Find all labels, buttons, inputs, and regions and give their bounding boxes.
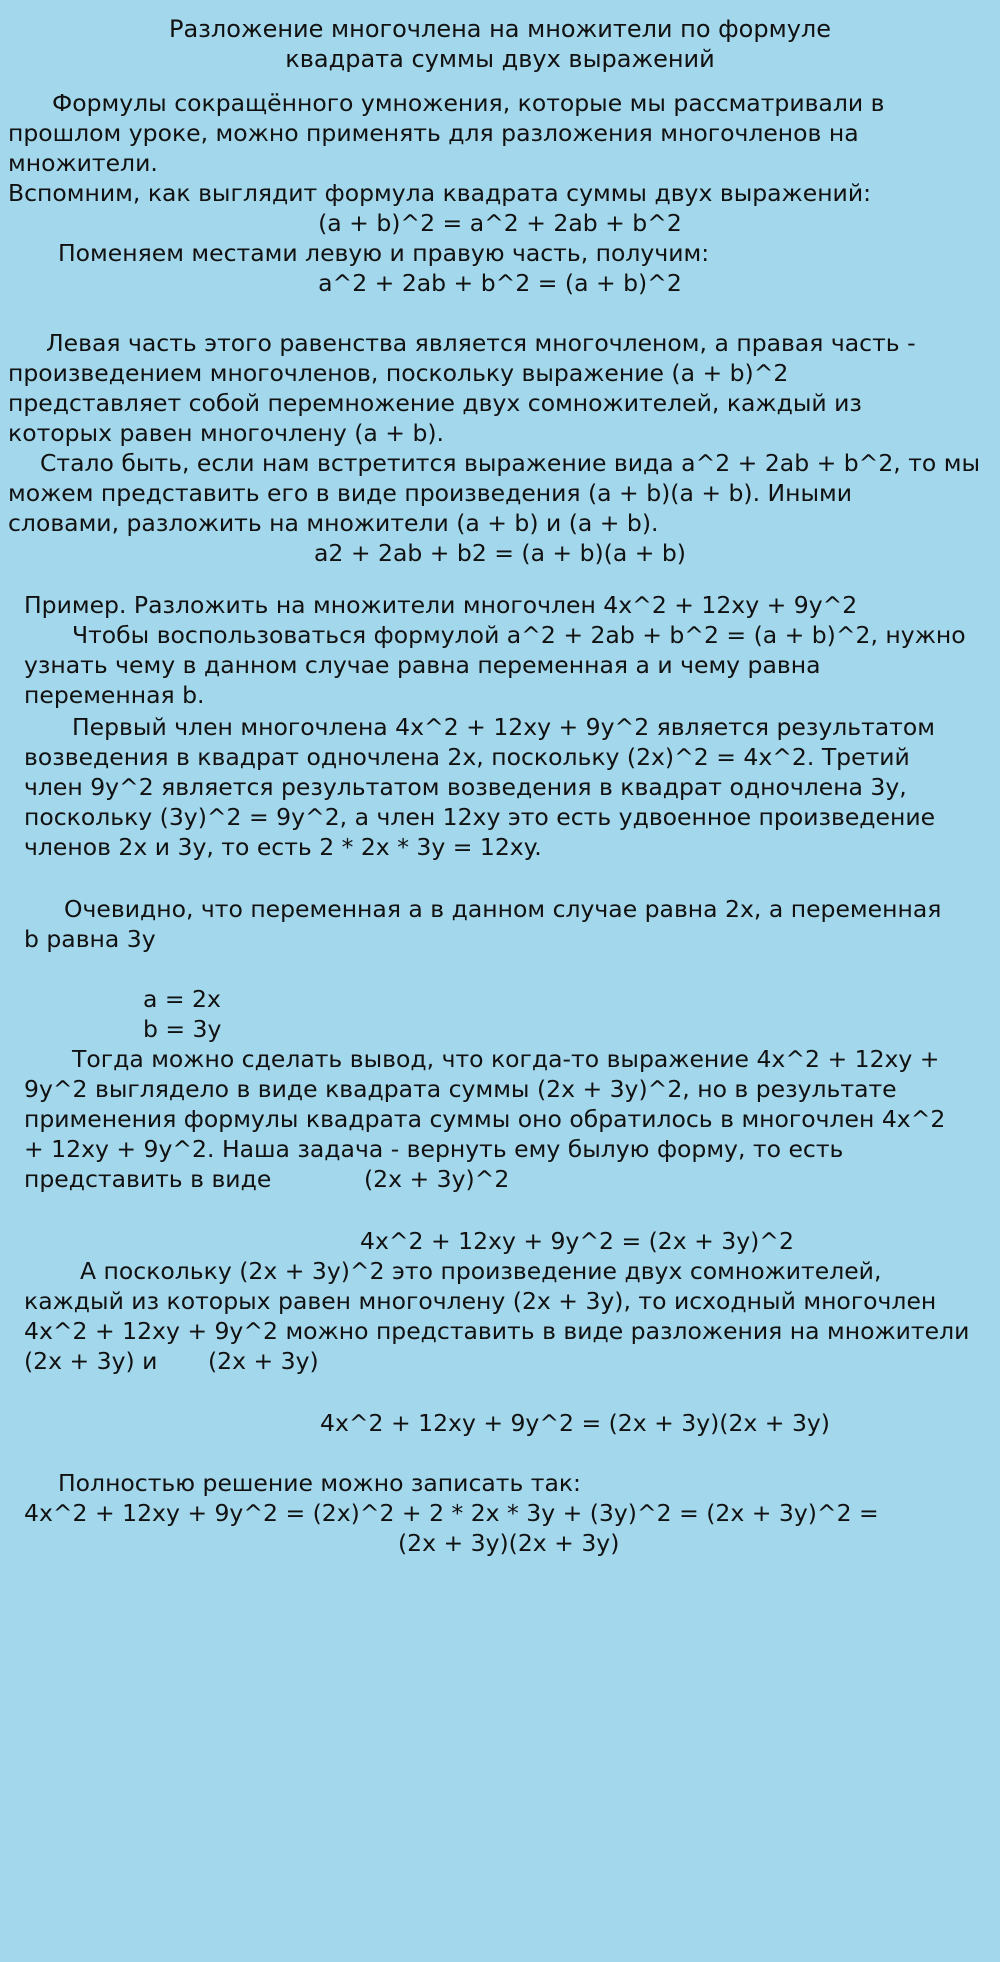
formula: 4x^2 + 12xy + 9y^2 = (2x + 3y)^2 — [360, 1227, 794, 1255]
paragraph-line: 4x^2 + 12xy + 9y^2 можно представить в виде разложения на множители — [24, 1317, 970, 1345]
paragraph-line: Стало быть, если нам встретится выражение вида a^2 + 2ab + b^2, то мы — [40, 449, 981, 477]
formula: (2x + 3y)(2x + 3y) — [398, 1529, 620, 1557]
paragraph-line: Вспомним, как выглядит формула квадрата суммы двух выражений: — [8, 179, 872, 207]
paragraph-line: b равна 3y — [24, 925, 156, 953]
paragraph-line: А поскольку (2x + 3y)^2 это произведение двух сомножителей, — [80, 1257, 882, 1285]
paragraph-line: представляет собой перемножение двух сомножителей, каждый из — [8, 389, 862, 417]
paragraph-line: (2x + 3y) и — [24, 1347, 158, 1375]
inline-formula: (2x + 3y)^2 — [364, 1165, 510, 1193]
page-title-line-1: Разложение многочлена на множители по формуле — [168, 15, 831, 43]
paragraph-line: Формулы сокращённого умножения, которые мы рассматривали в — [52, 89, 885, 117]
formula: 4x^2 + 12xy + 9y^2 = (2x + 3y)(2x + 3y) — [320, 1409, 830, 1437]
paragraph-line: членов 2x и 3y, то есть 2 * 2x * 3y = 12xy. — [24, 833, 542, 861]
variable-a: a = 2x — [143, 985, 221, 1013]
formula: a2 + 2ab + b2 = (a + b)(a + b) — [314, 539, 686, 567]
paragraph-line: поскольку (3y)^2 = 9y^2, а член 12xy это есть удвоенное произведение — [24, 803, 936, 831]
page-title-line-2: квадрата суммы двух выражений — [285, 45, 715, 73]
formula: 4x^2 + 12xy + 9y^2 = (2x)^2 + 2 * 2x * 3y + (3y)^2 = (2x + 3y)^2 = — [24, 1499, 879, 1527]
paragraph-line: Очевидно, что переменная a в данном случае равна 2x, а переменная — [64, 895, 942, 923]
paragraph-line: Первый член многочлена 4x^2 + 12xy + 9y^2 является результатом — [72, 713, 935, 741]
paragraph-line: словами, разложить на множители (a + b) и (a + b). — [8, 509, 659, 537]
formula: a^2 + 2ab + b^2 = (a + b)^2 — [318, 269, 682, 297]
formula: (a + b)^2 = a^2 + 2ab + b^2 — [318, 209, 682, 237]
paragraph-line: + 12xy + 9y^2. Наша задача - вернуть ему былую форму, то есть — [24, 1135, 844, 1163]
paragraph-line: Тогда можно сделать вывод, что когда-то выражение 4x^2 + 12xy + — [72, 1045, 940, 1073]
example-heading: Пример. Разложить на множители многочлен 4x^2 + 12xy + 9y^2 — [24, 591, 858, 619]
paragraph-line: можем представить его в виде произведения (a + b)(a + b). Иными — [8, 479, 853, 507]
paragraph-line: Полностью решение можно записать так: — [58, 1469, 581, 1497]
paragraph-line: Левая часть этого равенства является многочленом, а правая часть - — [46, 329, 916, 357]
paragraph-line: переменная b. — [24, 681, 205, 709]
paragraph-line: возведения в квадрат одночлена 2x, поскольку (2x)^2 = 4x^2. Третий — [24, 743, 910, 771]
paragraph-line: которых равен многочлену (a + b). — [8, 419, 445, 447]
paragraph-line: узнать чему в данном случае равна переменная a и чему равна — [24, 651, 821, 679]
paragraph-line: прошлом уроке, можно применять для разложения многочленов на — [8, 119, 859, 147]
paragraph-line: Чтобы воспользоваться формулой a^2 + 2ab + b^2 = (a + b)^2, нужно — [72, 621, 966, 649]
paragraph-line: представить в виде — [24, 1165, 272, 1193]
paragraph-line: Поменяем местами левую и правую часть, получим: — [58, 239, 710, 267]
variable-b: b = 3y — [143, 1015, 222, 1043]
inline-formula: (2x + 3y) — [208, 1347, 319, 1375]
paragraph-line: применения формулы квадрата суммы оно обратилось в многочлен 4x^2 — [24, 1105, 946, 1133]
paragraph-line: множители. — [8, 149, 158, 177]
paragraph-line: каждый из которых равен многочлену (2x + 3y), то исходный многочлен — [24, 1287, 937, 1315]
paragraph-line: произведением многочленов, поскольку выражение (a + b)^2 — [8, 359, 789, 387]
paragraph-line: член 9y^2 является результатом возведения в квадрат одночлена 3y, — [24, 773, 907, 801]
paragraph-line: 9y^2 выглядело в виде квадрата суммы (2x + 3y)^2, но в результате — [24, 1075, 897, 1103]
